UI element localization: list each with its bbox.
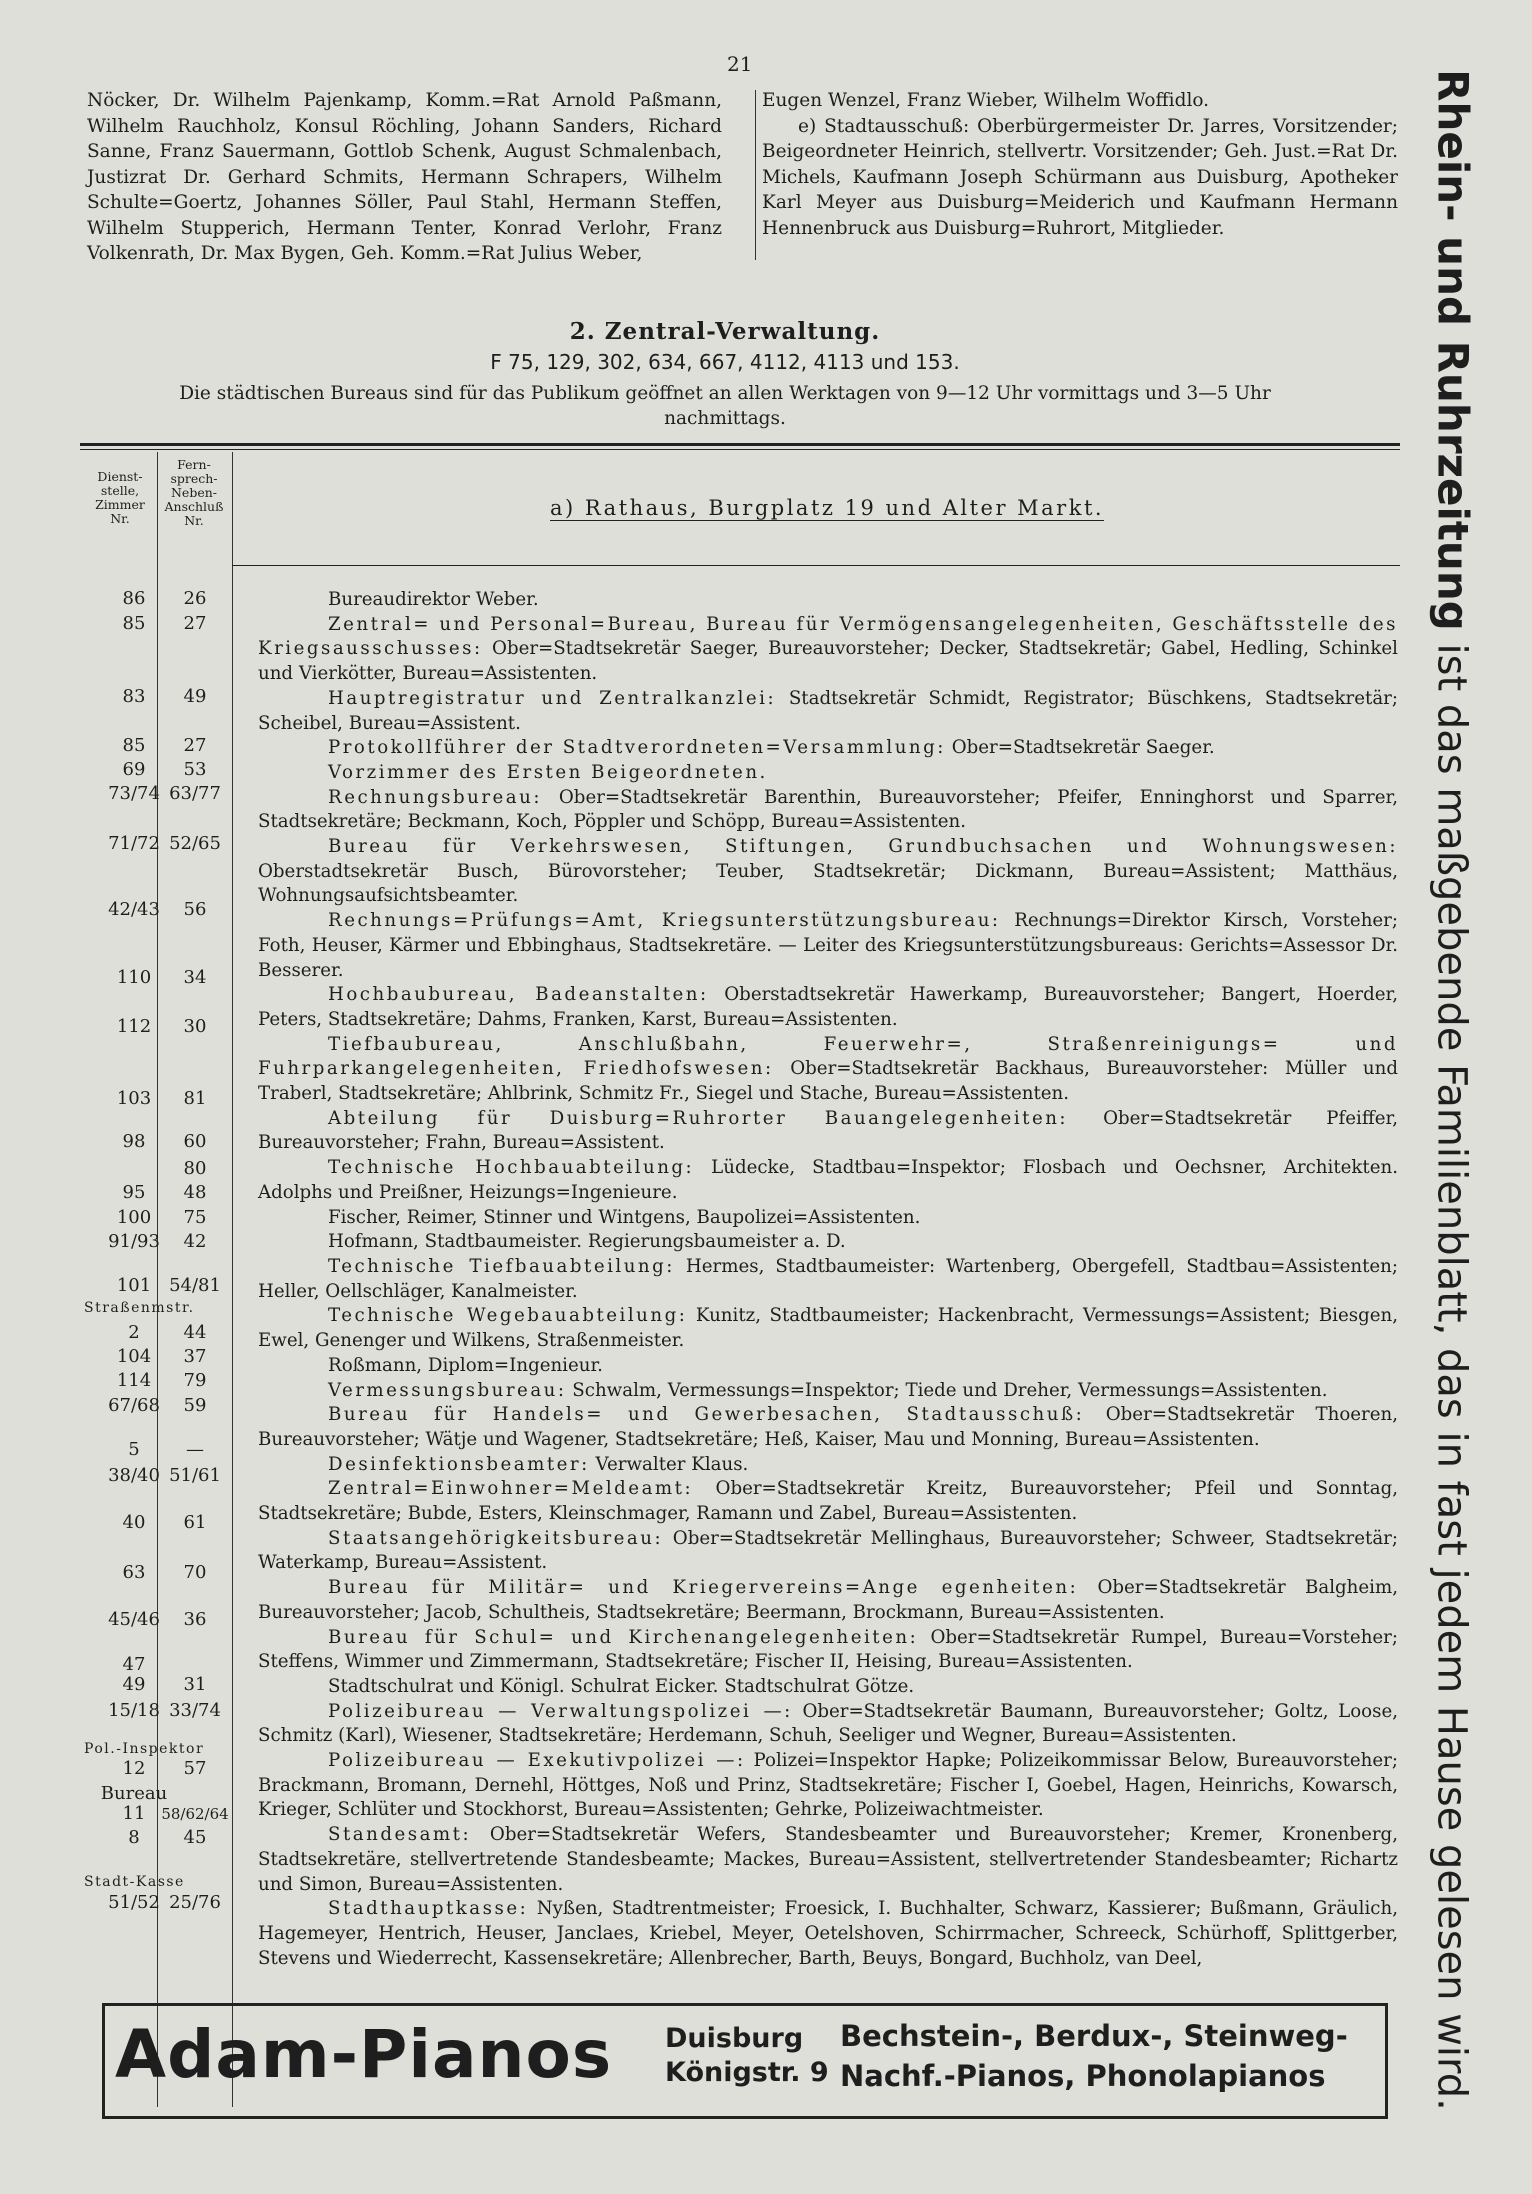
entry-text: Hermes, Stadtbaumeister: Wartenberg, Obergefell, Stadtbau=Assistenten; Heller, Oellschläger, Kanalmeister.	[258, 1255, 1398, 1302]
directory-entry	[258, 761, 1398, 786]
room-number: 40	[122, 1512, 146, 1533]
room-number: 110	[116, 967, 152, 988]
hours-note: Die städtischen Bureaus sind für das Publikum geöffnet an allen Werktagen von 9—12 Uhr vormittags und 3—5 Uhr nachmittags.	[179, 383, 1271, 429]
room-number: 8	[128, 1827, 140, 1848]
entry-title: Stadthauptkasse:	[328, 1898, 529, 1920]
entry-title: Tiefbaubureau, Anschlußbahn, Feuerwehr=, Straßenreinigungs= und Fuhrparkangelegenheiten, Friedhofswesen:	[258, 1033, 1398, 1080]
entry-text: Ober=Stadtsekretär Saeger, Bureauvorsteher; Decker, Stadtsekretär; Gabel, Hedling, Schinkel und Vierkötter, Bureau=Assistenten.	[258, 638, 1398, 685]
entry-text: Polizei=Inspektor Hapke; Polizeikommissar Below, Bureauvorsteher; Brackmann, Bromann, Dernehl, Höttges, Noß und Prinz, Stadtsekretäre; Fischer I, Goebel, Hagen, Heinrichs, Kowarsch, Krieger, Schlüter und Stockhorst, Bureau=Assistenten; Gehrke, Polizeiwachtmeister.	[258, 1750, 1398, 1821]
phone-extension: 53	[183, 759, 207, 780]
rule-header-bottom	[232, 565, 1400, 566]
sidebar-ad	[1418, 69, 1488, 2111]
entry-text: Rechnungs=Direktor Kirsch, Vorsteher; Foth, Heuser, Kärmer und Ebbinghaus, Stadtsekretäre. — Leiter des Kriegsunterstützungsbureaus: Gerichts=Assessor Dr. Besserer.	[258, 910, 1398, 981]
sidebar-ad-rest: ist das maßgebende Familienblatt, das in fast jedem Hause gelesen wird.	[1428, 630, 1475, 2111]
entry-title: Technische Wegebauabteilung:	[328, 1305, 688, 1327]
bottom-ad	[102, 2003, 1388, 2119]
directory-entry	[258, 1700, 1398, 1749]
entry-text: Ober=Stadtsekretär Balgheim, Bureauvorsteher; Jacob, Schultheis, Stadtsekretäre; Beermann, Brockmann, Bureau=Assistenten.	[258, 1577, 1398, 1623]
directory-entry	[258, 909, 1398, 983]
entry-title: Protokollführer der Stadtverordneten=Versammlung:	[328, 737, 946, 759]
phone-extension: 56	[183, 899, 207, 920]
subsection-title: a) Rathaus, Burgplatz 19 und Alter Markt.	[550, 496, 1105, 520]
entry-text: Roßmann, Diplom=Ingenieur.	[328, 1354, 603, 1376]
entry-text: Ober=Stadtsekretär Rumpel, Bureau=Vorsteher; Steffens, Wimmer und Zimmermann, Stadtsekretäre; Fischer II, Heising, Bureau=Assistenten.	[258, 1626, 1398, 1673]
directory-entry	[258, 1576, 1398, 1625]
directory-entry	[258, 786, 1398, 835]
phone-extension: 27	[183, 613, 207, 634]
phone-extension: 30	[183, 1016, 207, 1037]
entry-title: Abteilung für Duisburg=Ruhrorter Bauangelegenheiten:	[328, 1107, 1069, 1129]
col-separator-2	[232, 452, 233, 2107]
room-number: Bureau	[100, 1783, 168, 1804]
rule-top-thin	[80, 449, 1400, 450]
room-number: 104	[116, 1346, 152, 1367]
top-right-text-2: e) Stadtausschuß: Oberbürgermeister Dr. Jarres, Vorsitzender; Beigeordneter Heinrich, stellvertr. Vorsitzender; Geh. Just.=Rat Dr. Michels, Kaufmann Joseph Schürmann aus Duisburg, Apotheker Karl Meyer aus Duisburg=Meiderich und Kaufmann Hermann Hennenbruck aus Duisburg=Ruhrort, Mitglieder.	[762, 115, 1398, 239]
entry-text: Ober=Stadtsekretär Saeger.	[951, 737, 1215, 759]
entry-text: Ober=Stadtsekretär Mellinghaus, Bureauvorsteher; Schweer, Stadtsekretär; Waterkamp, Bureau=Assistent.	[258, 1527, 1398, 1574]
directory-entry	[258, 613, 1398, 687]
phone-extension: 52/65	[169, 833, 221, 854]
entry-title: Staatsangehörigkeitsbureau:	[328, 1527, 664, 1549]
room-number: 11	[122, 1803, 146, 1824]
phone-extension: 31	[183, 1674, 207, 1695]
entry-title: Hauptregistratur und Zentralkanzlei:	[328, 687, 777, 709]
top-right-text-1: Eugen Wenzel, Franz Wieber, Wilhelm Woffidlo.	[762, 90, 1210, 111]
entry-title: Bureau für Verkehrswesen, Stiftungen, Grundbuchsachen und Wohnungswesen:	[328, 836, 1398, 858]
entry-text: Ober=Stadtsekretär Wefers, Standesbeamter und Bureauvorsteher; Kremer, Kronenberg, Stadtsekretäre, stellvertretende Standesbeamte; Mackes, Bureau=Assistent, stellvertretender Standesbeamter; Richartz und Simon, Bureau=Assistenten.	[258, 1824, 1398, 1895]
directory-entry	[258, 1230, 1398, 1255]
room-number: 67/68	[108, 1395, 160, 1416]
entry-text: Verwalter Klaus.	[595, 1453, 749, 1475]
entry-title: Zentral=Einwohner=Meldeamt:	[328, 1478, 694, 1500]
entry-title: Desinfektionsbeamter:	[328, 1453, 590, 1475]
directory-entry	[258, 983, 1398, 1032]
phone-extension: 45	[183, 1827, 207, 1848]
phone-extension: 57	[183, 1758, 207, 1779]
directory-entry	[258, 1255, 1398, 1304]
entry-text: Fischer, Reimer, Stinner und Wintgens, Baupolizei=Assistenten.	[328, 1206, 921, 1228]
room-number: 85	[122, 613, 146, 634]
page-number: 21	[727, 52, 753, 76]
room-number: 101	[116, 1275, 152, 1296]
directory-entry	[258, 835, 1398, 909]
room-number: 42/43	[108, 899, 160, 920]
room-number: 69	[122, 759, 146, 780]
room-number: 73/74	[108, 783, 160, 804]
phone-extension: —	[186, 1439, 204, 1460]
directory-entry	[258, 736, 1398, 761]
entry-title: Bureau für Militär= und Kriegervereins=Ange egenheiten:	[328, 1577, 1079, 1599]
section-title: 2. Zentral-Verwaltung.	[569, 318, 881, 345]
room-number: 63	[122, 1562, 146, 1583]
phone-extension: 36	[183, 1609, 207, 1630]
room-number: 86	[122, 588, 146, 609]
top-left-text: Nöcker, Dr. Wilhelm Pajenkamp, Komm.=Rat Arnold Paßmann, Wilhelm Rauchholz, Konsul Röchling, Johann Sanders, Richard Sanne, Franz Sauermann, Gottlob Schenk, August Schmalenbach, Justizrat Dr. Gerhard Schmits, Hermann Schrapers, Wilhelm Schulte=Goertz, Johannes Söller, Paul Stahl, Hermann Steffen, Wilhelm Stupperich, Hermann Tenter, Konrad Verlohr, Franz Volkenrath, Dr. Max Bygen, Geh. Komm.=Rat Julius Weber,	[87, 90, 722, 264]
phone-extension: 25/76	[169, 1892, 221, 1913]
entry-title: Polizeibureau — Exekutivpolizei —:	[328, 1750, 746, 1772]
phone-extension: 61	[183, 1512, 207, 1533]
phone-extension: 79	[183, 1370, 207, 1391]
directory-entry	[258, 1749, 1398, 1823]
phone-extension: 26	[183, 588, 207, 609]
entry-title: Hochbaubureau, Badeanstalten:	[328, 984, 709, 1006]
phone-extension: 27	[183, 735, 207, 756]
entry-title: Vorzimmer des Ersten Beigeordneten.	[328, 761, 768, 783]
room-number: Stadt-Kasse	[84, 1874, 185, 1890]
entry-text: Kunitz, Stadtbaumeister; Hackenbracht, Vermessungs=Assistent; Biesgen, Ewel, Genenger und Wilkens, Straßenmeister.	[258, 1305, 1398, 1352]
room-number: 83	[122, 686, 146, 707]
entry-text: Ober=Stadtsekretär Thoeren, Bureauvorsteher; Wätje und Wagener, Stadtsekretäre; Heß, Kaiser, Mau und Monning, Bureau=Assistenten.	[258, 1404, 1398, 1450]
top-left-column	[87, 88, 722, 267]
room-number: 45/46	[108, 1609, 160, 1630]
sidebar-ad-text	[1429, 69, 1478, 2111]
room-number: 112	[116, 1016, 152, 1037]
phone-extension: 42	[183, 1231, 207, 1252]
room-number: 12	[122, 1758, 146, 1779]
phone-extension: 34	[183, 967, 207, 988]
entry-title: Rechnungsbureau:	[328, 786, 542, 808]
directory-entry	[258, 1379, 1398, 1404]
ad-brands-1: Bechstein-, Berdux-, Steinweg-	[840, 2019, 1348, 2053]
phone-extension: 81	[183, 1088, 207, 1109]
phone-extension: 48	[183, 1182, 207, 1203]
directory-entry	[258, 1626, 1398, 1675]
room-number: 114	[116, 1370, 152, 1391]
directory-entry	[258, 1403, 1398, 1452]
ad-city: Duisburg	[665, 2023, 804, 2054]
phone-line: F 75, 129, 302, 634, 667, 4112, 4113 und 153.	[490, 350, 960, 374]
directory-entry	[258, 1354, 1398, 1379]
entry-title: Vermessungsbureau:	[328, 1379, 567, 1401]
room-number: 5	[128, 1439, 140, 1460]
phone-extension: 49	[183, 686, 207, 707]
entry-title: Rechnungs=Prüfungs=Amt, Kriegsunterstützungsbureau:	[328, 910, 1001, 932]
directory-entry	[258, 1477, 1398, 1526]
phone-extension: 51/61	[169, 1465, 221, 1486]
entry-title: Technische Hochbauabteilung:	[328, 1157, 695, 1179]
directory-entry	[258, 1675, 1398, 1700]
directory-entry	[258, 1304, 1398, 1353]
room-number: Straßenmstr.	[84, 1300, 195, 1316]
sidebar-ad-paper: Rhein- und Ruhrzeitung	[1428, 69, 1478, 631]
room-number: 91/93	[108, 1231, 160, 1252]
room-number: 47	[122, 1654, 146, 1675]
directory-entries	[258, 588, 1398, 1971]
room-number: 49	[122, 1674, 146, 1695]
directory-entry	[258, 1206, 1398, 1231]
phone-extension: 75	[183, 1207, 207, 1228]
phone-extension: 33/74	[169, 1700, 221, 1721]
phone-extension: 37	[183, 1346, 207, 1367]
entry-text: Stadtsekretär Schmidt, Registrator; Büschkens, Stadtsekretär; Scheibel, Bureau=Assistent.	[258, 687, 1398, 734]
entry-text: Nyßen, Stadtrentmeister; Froesick, I. Buchhalter, Schwarz, Kassierer; Bußmann, Gräulich, Hagemeyer, Hentrich, Heuser, Janclaes, Kriebel, Meyer, Oetelshoven, Schirrmacher, Schreeck, Schürhoff, Splittgerber, Stevens und Wiederrecht, Kassensekretäre; Allenbrecher, Barth, Beuys, Bongard, Buchholz, van Deel,	[258, 1898, 1398, 1969]
entry-title: Polizeibureau — Verwaltungspolizei —:	[328, 1700, 793, 1722]
entry-text: Bureaudirektor Weber.	[328, 589, 539, 610]
room-number: 51/52	[108, 1892, 160, 1913]
directory-entry	[258, 588, 1398, 613]
room-number: 103	[116, 1088, 152, 1109]
rule-top-thick	[80, 443, 1400, 446]
phone-extension: 59	[183, 1395, 207, 1416]
entry-title: Standesamt:	[328, 1824, 472, 1846]
directory-entry	[258, 1823, 1398, 1897]
ad-brands	[840, 2016, 1348, 2096]
entry-text: Stadtschulrat und Königl. Schulrat Eicker. Stadtschulrat Götze.	[328, 1675, 915, 1697]
phone-extension: 63/77	[169, 783, 221, 804]
entry-text: Ober=Stadtsekretär Barenthin, Bureauvorsteher; Pfeifer, Enninghorst und Sparrer, Stadtsekretäre; Beckmann, Koch, Pöppler und Schöpp, Bureau=Assistenten.	[258, 786, 1398, 833]
phone-extension: 70	[183, 1562, 207, 1583]
room-number: 2	[128, 1322, 140, 1343]
entry-title: Technische Tiefbauabteilung:	[328, 1255, 675, 1277]
entry-title: Bureau für Schul= und Kirchenangelegenheiten:	[328, 1626, 919, 1648]
directory-entry	[258, 1156, 1398, 1205]
directory-entry	[258, 1453, 1398, 1478]
room-number: 38/40	[108, 1465, 160, 1486]
room-number: 95	[122, 1182, 146, 1203]
room-number: 98	[122, 1131, 146, 1152]
ad-brands-2: Nachf.-Pianos, Phonolapianos	[840, 2059, 1326, 2093]
entry-text: Oberstadtsekretär Hawerkamp, Bureauvorsteher; Bangert, Hoerder, Peters, Stadtsekretäre; Dahms, Franken, Karst, Bureau=Assistenten.	[258, 984, 1398, 1030]
entry-text: Ober=Stadtsekretär Kreitz, Bureauvorsteher; Pfeil und Sonntag, Stadtsekretäre; Bubde, Esters, Kleinschmager, Ramann und Zabel, Bureau=Assistenten.	[258, 1478, 1398, 1525]
directory-entry	[258, 1107, 1398, 1156]
room-number: 71/72	[108, 833, 160, 854]
column-divider	[755, 90, 756, 260]
directory-entry	[258, 1897, 1398, 1971]
entry-title: Zentral= und Personal=Bureau, Bureau für Vermögensangelegenheiten, Geschäftsstelle des Kriegsausschusses:	[258, 613, 1398, 660]
ad-name: Adam-Pianos	[115, 2016, 613, 2093]
entry-text: Lüdecke, Stadtbau=Inspektor; Flosbach und Oechsner, Architekten. Adolphs und Preißner, Heizungs=Ingenieure.	[258, 1157, 1398, 1203]
entry-text: Ober=Stadtsekretär Backhaus, Bureauvorsteher: Müller und Traberl, Stadtsekretäre; Ahlbrink, Schmitz Fr., Siegel und Stache, Bureau=Assistenten.	[258, 1058, 1398, 1105]
phone-extension: 44	[183, 1322, 207, 1343]
room-number: 85	[122, 735, 146, 756]
col-header-phone: Fern-sprech-Neben-Anschluß Nr.	[164, 457, 224, 528]
entry-text: Ober=Stadtsekretär Baumann, Bureauvorsteher; Goltz, Loose, Schmitz (Karl), Wiesener, Stadtsekretäre; Herdemann, Schuh, Seeliger und Wegner, Bureau=Assistenten.	[258, 1700, 1398, 1747]
ad-address	[665, 2022, 829, 2090]
top-right-column	[762, 88, 1398, 241]
directory-entry	[258, 1527, 1398, 1576]
room-number: 15/18	[108, 1700, 160, 1721]
col-header-room: Dienst-stelle, Zimmer Nr.	[95, 469, 145, 526]
entry-title: Bureau für Handels= und Gewerbesachen, Stadtausschuß:	[328, 1404, 1085, 1426]
phone-extension: 80	[183, 1158, 207, 1179]
phone-extension: 54/81	[169, 1275, 221, 1296]
entry-text: Ober=Stadtsekretär Pfeiffer, Bureauvorsteher; Frahn, Bureau=Assistent.	[258, 1107, 1398, 1154]
directory-entry	[258, 687, 1398, 736]
entry-text: Schwalm, Vermessungs=Inspektor; Tiede und Dreher, Vermessungs=Assistenten.	[572, 1379, 1328, 1401]
entry-text: Oberstadtsekretär Busch, Bürovorsteher; Teuber, Stadtsekretär; Dickmann, Bureau=Assistent; Matthäus, Wohnungsaufsichtsbeamter.	[258, 860, 1398, 907]
room-number: 100	[116, 1207, 152, 1228]
directory-entry	[258, 1033, 1398, 1107]
room-number: Pol.-Inspektor	[84, 1741, 205, 1757]
entry-text: Hofmann, Stadtbaumeister. Regierungsbaumeister a. D.	[328, 1231, 846, 1253]
ad-street: Königstr. 9	[665, 2057, 829, 2088]
phone-extension: 60	[183, 1131, 207, 1152]
phone-extension: 58/62/64	[161, 1805, 229, 1823]
